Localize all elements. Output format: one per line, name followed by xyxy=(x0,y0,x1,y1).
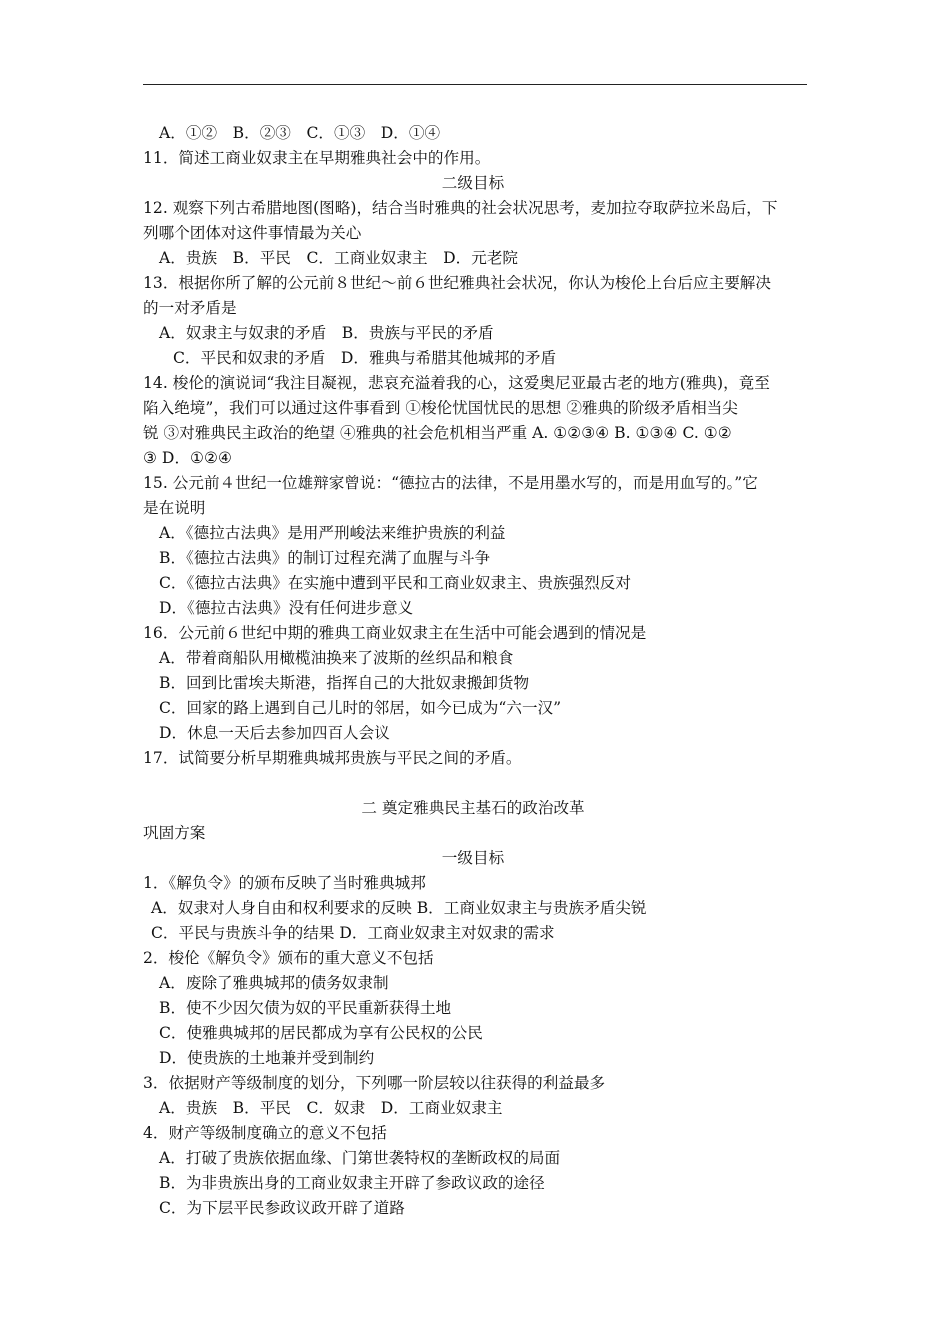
section-heading: 一级目标 xyxy=(441,849,505,867)
section-heading: 二 奠定雅典民主基石的政治改革 xyxy=(361,799,585,817)
text-line: 1．《解负令》的颁布反映了当时雅典城邦 xyxy=(143,874,426,892)
text-line: D．使贵族的土地兼并受到制约 xyxy=(159,1049,375,1067)
text-line: A．废除了雅典城邦的债务奴隶制 xyxy=(159,974,389,992)
text-line: A．奴隶对人身自由和权利要求的反映 B．工商业奴隶主与贵族矛盾尖锐 xyxy=(151,899,647,917)
document-body xyxy=(143,121,813,1221)
text-line: C．回家的路上遇到自己儿时的邻居，如今已成为“六一汉” xyxy=(159,699,562,717)
text-line: 4．财产等级制度确立的意义不包括 xyxy=(143,1124,387,1142)
text-line: 陷入绝境”，我们可以通过这件事看到 ①梭伦忧国忧民的思想 ②雅典的阶级矛盾相当尖 xyxy=(143,399,738,417)
text-line: 16．公元前６世纪中期的雅典工商业奴隶主在生活中可能会遇到的情况是 xyxy=(143,624,647,642)
text-line: 巩固方案 xyxy=(143,824,206,842)
text-line: C．使雅典城邦的居民都成为享有公民权的公民 xyxy=(159,1024,483,1042)
text-line: C．平民和奴隶的矛盾 D．雅典与希腊其他城邦的矛盾 xyxy=(173,349,557,367)
text-line: D．休息一天后去参加四百人会议 xyxy=(159,724,390,742)
text-line: 12. 观察下列古希腊地图(图略)，结合当时雅典的社会状况思考，麦加拉夺取萨拉米岛后，下 xyxy=(143,199,778,217)
text-line: A．①② B．②③ C．①③ D．①④ xyxy=(159,124,441,142)
text-line: A．《德拉古法典》是用严刑峻法来维护贵族的利益 xyxy=(159,524,506,542)
text-line: D．《德拉古法典》没有任何进步意义 xyxy=(159,599,414,617)
text-line: 锐 ③对雅典民主政治的绝望 ④雅典的社会危机相当严重 A. ①②③④ B. ①③④ C. ①② xyxy=(143,424,732,442)
text-line: 14. 梭伦的演说词“我注目凝视，悲哀充溢着我的心，这爱奥尼亚最古老的地方(雅典)，竟至 xyxy=(143,374,770,392)
text-line xyxy=(143,771,813,796)
text-line: 是在说明 xyxy=(143,499,206,517)
text-line: 列哪个团体对这件事情最为关心 xyxy=(143,224,362,242)
text-line: 的一对矛盾是 xyxy=(143,299,237,317)
text-line: B．为非贵族出身的工商业奴隶主开辟了参政议政的途径 xyxy=(159,1174,545,1192)
text-line: C．《德拉古法典》在实施中遭到平民和工商业奴隶主、贵族强烈反对 xyxy=(159,574,631,592)
text-line: 11．简述工商业奴隶主在早期雅典社会中的作用。 xyxy=(143,149,491,167)
text-line: A．奴隶主与奴隶的矛盾 B．贵族与平民的矛盾 xyxy=(159,324,494,342)
text-line: C．为下层平民参政议政开辟了道路 xyxy=(159,1199,405,1217)
text-line: ③ D．①②④ xyxy=(143,449,232,467)
text-line: C．平民与贵族斗争的结果 D．工商业奴隶主对奴隶的需求 xyxy=(151,924,555,942)
text-line: A．带着商船队用橄榄油换来了波斯的丝织品和粮食 xyxy=(159,649,514,667)
header-rule xyxy=(143,84,807,85)
text-line: B．回到比雷埃夫斯港，指挥自己的大批奴隶搬卸货物 xyxy=(159,674,530,692)
text-line: 2．梭伦《解负令》颁布的重大意义不包括 xyxy=(143,949,434,967)
text-line: A．贵族 B．平民 C．工商业奴隶主 D．元老院 xyxy=(159,249,519,267)
text-line: 15. 公元前４世纪一位雄辩家曾说：“德拉古的法律，不是用墨水写的，而是用血写的。”它 xyxy=(143,474,758,492)
section-heading: 二级目标 xyxy=(441,174,505,192)
text-line: B．使不少因欠债为奴的平民重新获得土地 xyxy=(159,999,452,1017)
text-line: 17．试简要分析早期雅典城邦贵族与平民之间的矛盾。 xyxy=(143,749,522,767)
text-line: B．《德拉古法典》的制订过程充满了血腥与斗争 xyxy=(159,549,491,567)
text-line: 13．根据你所了解的公元前８世纪～前６世纪雅典社会状况，你认为梭伦上台后应主要解决 xyxy=(143,274,771,292)
text-line: 3．依据财产等级制度的划分，下列哪一阶层较以往获得的利益最多 xyxy=(143,1074,606,1092)
text-line: A．打破了贵族依据血缘、门第世袭特权的垄断政权的局面 xyxy=(159,1149,561,1167)
text-line: A．贵族 B．平民 C．奴隶 D．工商业奴隶主 xyxy=(159,1099,503,1117)
